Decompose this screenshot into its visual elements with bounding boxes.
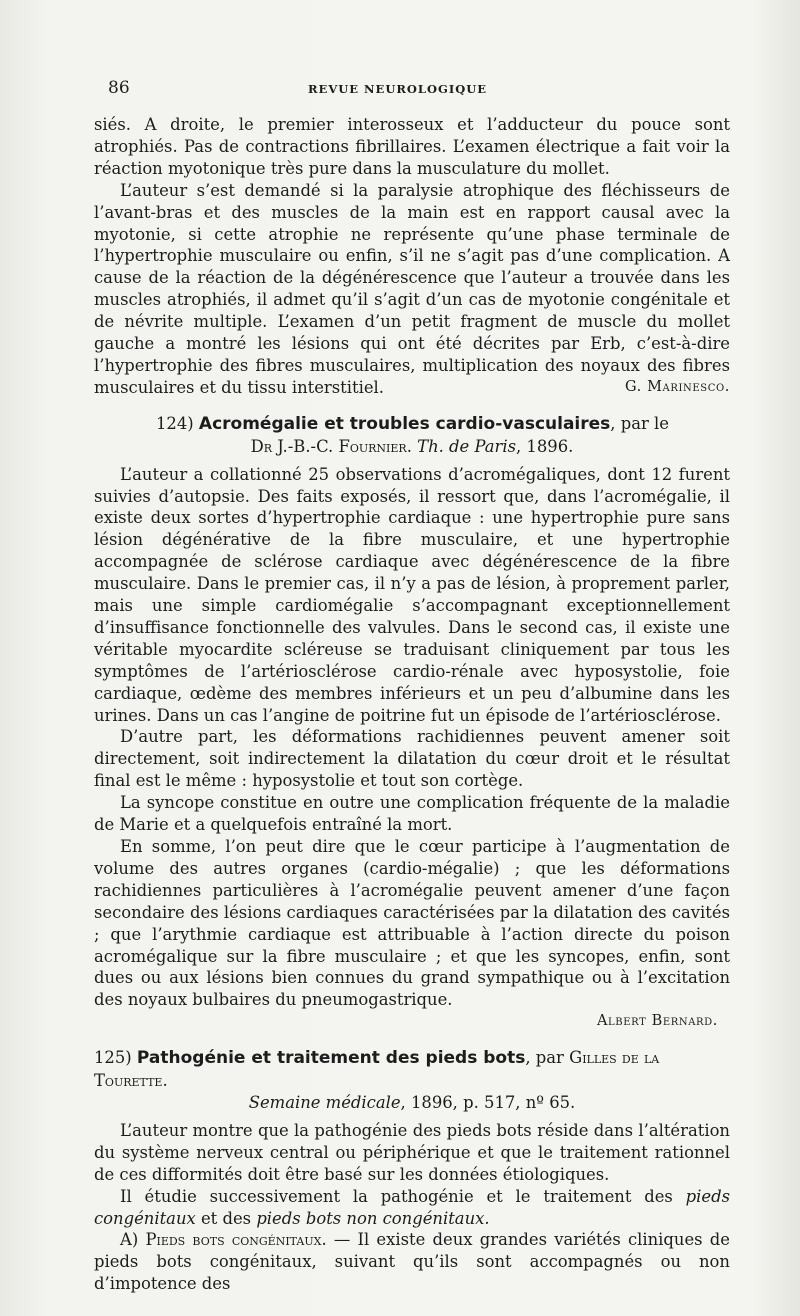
article-title: Pathogénie et traitement des pieds bots	[136, 1048, 526, 1069]
article-source	[94, 1092, 730, 1114]
paragraph	[94, 1186, 730, 1230]
article-author: Dr J.-B.-C. Fournier.	[250, 436, 412, 456]
signature: G. Marinesco.	[625, 378, 730, 395]
paragraph-text: et des	[200, 1208, 252, 1228]
page-header	[108, 78, 708, 102]
paragraph-text: L’auteur s’est demandé si la paralysie atrophique des fléchisseurs de l’avant-bras et des muscles de la main est en rapport causal avec la myotonie, si cette atrophie ne représente qu’une phase terminale de l’hypertrophie musculaire ou enfin, s’il ne s’agit pas d’une complication. A cause de la réaction de la dégénérescence que l’auteur a trouvée dans les muscles atrophiés, il admet qu’il s’agit d’un cas de myotonie congénitale et de névrite multiple. L’examen d’un petit fragment de muscle du mollet gauche a montré les lésions qui ont été décrites par Erb, c’est-à-dire l’hypertrophie des fibres musculaires, multiplication des noyaux des fibres musculaires et du tissu interstitiel.	[94, 180, 730, 397]
paragraph-text: — Il existe deux grandes variétés cliniques de pieds bots congénitaux, suivant qu’ils sont accompagnés ou non d’impotence des	[94, 1230, 730, 1294]
paragraph	[94, 180, 730, 399]
running-head: REVUE NEUROLOGIQUE	[308, 82, 488, 96]
article-title: Acromégalie et troubles cardio-vasculaires	[198, 413, 611, 434]
paragraph: L’auteur montre que la pathogénie des pieds bots réside dans l’altération du système nerveux central ou périphérique et que le traitement rationnel de ces difformités doit être basé sur les données étiologiques.	[94, 1120, 730, 1184]
paragraph: D’autre part, les déformations rachidiennes peuvent amener soit directement, soit indirectement la dilatation du cœur droit et le résultat final est le même : hyposystolie et tout son cortège.	[94, 727, 730, 791]
article-source	[94, 436, 730, 458]
article-heading	[94, 1047, 730, 1092]
section-label: A) Pieds bots congénitaux.	[120, 1230, 327, 1250]
journal-title: Semaine médicale	[248, 1092, 401, 1112]
italic-term: pieds bots non congénitaux.	[256, 1208, 490, 1228]
paragraph: En somme, l’on peut dire que le cœur participe à l’augmentation de volume des autres organes (cardio-mégalie) ; que les déformations rachidiennes particulières à l’acromégalie peuvent amener d’une façon secondaire des lésions cardiaques caractérisées par la dilatation des cavités ; que l’arythmie cardiaque est attribuable à l’action directe du poison acromégalique sur la fibre musculaire ; et que les syncopes, enfin, sont dues ou aux lésions bien connues du grand sympathique ou à l’excitation des noyaux bulbaires du pneumogastrique.	[94, 837, 730, 1010]
paragraph: L’auteur a collationné 25 observations d’acromégaliques, dont 12 furent suivies d’autopsie. Des faits exposés, il ressort que, dans l’acromégalie, il existe deux sortes d’hypertrophie cardiaque : une hypertrophie pure sans lésion dégénérative de la fibre musculaire, et une hypertrophie accompagnée de sclérose cardiaque avec dégénérescence de la fibre musculaire. Dans le premier cas, il n’y a pas de lésion, à proprement parler, mais une simple cardiomégalie s’accompagnant exceptionnellement d’insuffisance fonctionnelle des valvules. Dans le second cas, il existe une véritable myocardite scléreuse se traduisant cliniquement par tous les symptômes de l’artériosclérose cardio-rénale avec hyposystolie, foie cardiaque, œdème des membres inférieurs et un peu d’albumine dans les urines. Dans un cas l’angine de poitrine fut un épisode de l’artériosclérose.	[94, 464, 730, 725]
article-number: 124)	[156, 413, 194, 433]
paragraph	[94, 1229, 730, 1295]
page-number: 86	[108, 78, 130, 98]
italic-term: pieds congénitaux	[94, 1186, 730, 1228]
article-number: 125)	[94, 1048, 132, 1068]
article-reference: , 1896, p. 517, nº 65.	[400, 1092, 576, 1112]
article-heading	[94, 413, 730, 436]
article-byline: , par	[525, 1048, 564, 1068]
page-body	[94, 114, 730, 1295]
paragraph-text: Il étudie successivement la pathogénie et le traitement des	[120, 1186, 673, 1206]
article-year: , 1896.	[516, 436, 574, 456]
paragraph: siés. A droite, le premier interosseux et l’adducteur du pouce sont atrophiés. Pas de contractions fibrillaires. L’examen électrique a fait voir la réaction myotonique très pure dans la musculature du mollet.	[94, 115, 730, 178]
paragraph: La syncope constitue en outre une complication fréquente de la maladie de Marie et a quelquefois entraîné la mort.	[94, 793, 730, 835]
article-byline: , par le	[610, 413, 669, 433]
journal-title: Th. de Paris	[417, 436, 517, 456]
article-author: Gilles de la Tourette.	[94, 1048, 660, 1091]
signature: Albert Bernard.	[596, 1013, 718, 1030]
